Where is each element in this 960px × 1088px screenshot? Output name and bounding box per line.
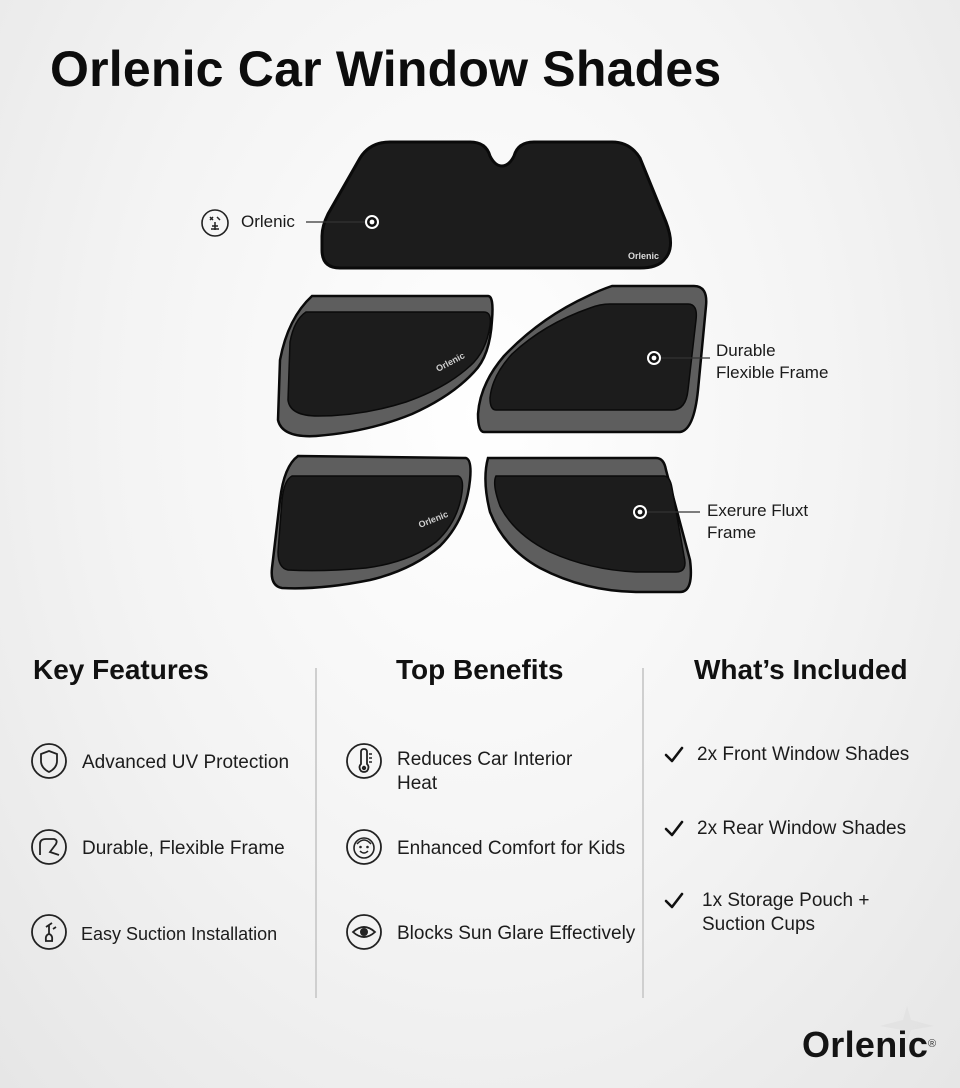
whats-included-heading: What’s Included	[694, 654, 908, 685]
front-right-shade	[478, 286, 706, 432]
included-front-text: 2x Front Window Shades	[697, 744, 910, 765]
rear-right-shade	[485, 458, 690, 592]
shield-icon	[30, 742, 68, 780]
checkmark-icon	[663, 744, 685, 766]
eye-icon	[345, 913, 383, 951]
included-item-pouch	[702, 889, 869, 937]
key-features-heading: Key Features	[33, 654, 209, 685]
included-item-rear	[697, 817, 906, 841]
benefit-heat-line1: Reduces Car Interior	[397, 749, 573, 770]
feature-item-uv	[82, 751, 289, 775]
feature-item-frame	[82, 837, 285, 861]
front-left-label: Orlenic	[434, 350, 467, 374]
callout-exerure-line2: Frame	[707, 523, 757, 542]
callout-durable-line1: Durable	[716, 341, 776, 360]
benefit-comfort-text: Enhanced Comfort for Kids	[397, 838, 626, 859]
rear-left-shade	[272, 456, 471, 588]
callout-exerure-line1: Exerure Fluxt	[707, 501, 809, 520]
windshield-shade	[322, 142, 671, 268]
included-rear-text: 2x Rear Window Shades	[697, 818, 907, 839]
page-title: Orlenic Car Window Shades	[50, 41, 722, 97]
child-face-icon	[345, 828, 383, 866]
suction-cup-icon	[30, 913, 68, 951]
checkmark-icon	[663, 818, 685, 840]
flexible-frame-icon	[30, 828, 68, 866]
top-benefits-heading: Top Benefits	[396, 654, 564, 685]
checkmark-icon	[663, 890, 685, 912]
windshield-label: Orlenic	[628, 251, 660, 261]
callout-brand	[241, 211, 295, 233]
callout-durable-line2: Flexible Frame	[716, 363, 829, 382]
feature-frame-text: Durable, Flexible Frame	[82, 838, 285, 859]
benefit-item-glare	[397, 922, 635, 946]
column-divider-left	[315, 668, 317, 998]
feature-uv-text: Advanced UV Protection	[82, 752, 290, 773]
callout-exerure-frame	[707, 500, 808, 544]
callout-brand-text: Orlenic	[241, 212, 295, 231]
benefit-item-comfort	[397, 837, 625, 861]
benefit-heat-line2: Heat	[397, 773, 438, 794]
rear-left-label: Orlenic	[417, 508, 450, 530]
benefit-glare-text: Blocks Sun Glare Effectively	[397, 923, 636, 944]
front-left-shade	[278, 296, 493, 436]
feature-suction-text: Easy Suction Installation	[81, 924, 278, 944]
column-divider-right	[642, 668, 644, 998]
thermometer-icon	[345, 742, 383, 780]
included-pouch-line2: Suction Cups	[702, 914, 816, 935]
included-item-front	[697, 743, 909, 767]
brand-snowflake-icon	[200, 208, 230, 238]
brand-logo: Orlenic	[802, 1024, 929, 1065]
feature-item-suction	[81, 922, 277, 946]
callout-durable-frame	[716, 340, 828, 384]
registered-mark: ®	[928, 1038, 937, 1050]
included-pouch-line1: 1x Storage Pouch +	[702, 890, 870, 911]
benefit-item-heat	[397, 748, 572, 796]
